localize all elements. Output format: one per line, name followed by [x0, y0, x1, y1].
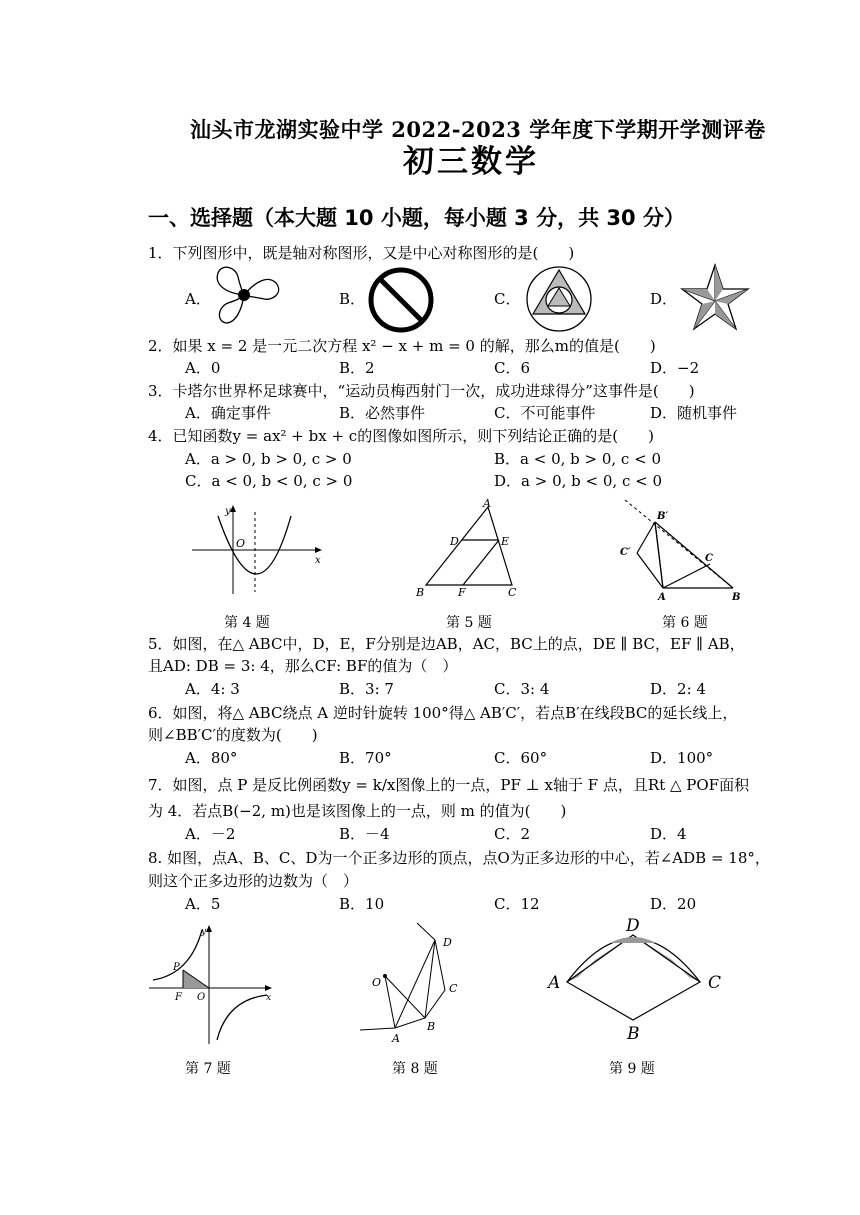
- q3-option-a: A．确定事件: [185, 404, 271, 422]
- caption-q9: 第 9 题: [609, 1061, 655, 1077]
- q3-option-d: D．随机事件: [650, 404, 738, 422]
- caption-q5: 第 5 题: [446, 615, 492, 631]
- school-title: 汕头市龙湖实验中学 2022-2023 学年度下学期开学测评卷: [190, 117, 766, 142]
- fig6-label-a: A: [658, 592, 666, 603]
- q8-stem-line1: 8. 如图，点A、B、C、D为一个正多边形的顶点，点O为正多边形的中心，若∠ADB = 18°，: [148, 849, 770, 867]
- fig4-label-x: x: [315, 555, 321, 566]
- fig7-hyperbola: [145, 922, 275, 1047]
- q6-option-a: A．80°: [185, 749, 238, 767]
- q4-option-c: C．a < 0, b < 0, c > 0: [185, 472, 353, 490]
- fig5-label-f: F: [458, 586, 466, 599]
- q4-option-a: A．a > 0, b > 0, c > 0: [185, 450, 352, 468]
- q7-option-c: C．2: [494, 825, 531, 843]
- q6-option-c: C．60°: [494, 749, 548, 767]
- q7-stem-line1: 7．如图，点 P 是反比例函数y = k/x图像上的一点，PF ⊥ x轴于 F 点，且Rt △ POF面积: [148, 776, 750, 794]
- fig9-label-d: D: [626, 916, 640, 936]
- fig8-label-c: C: [449, 982, 458, 995]
- fig5-label-e: E: [501, 535, 510, 548]
- fig9-label-c: C: [708, 973, 722, 993]
- fig8-label-d: D: [443, 936, 452, 949]
- fig8-label-b: B: [427, 1020, 436, 1033]
- fig8-label-o: O: [372, 976, 382, 989]
- fig5-label-d: D: [450, 535, 459, 548]
- q8-stem-line2: 则这个正多边形的边数为（ ）: [148, 872, 359, 890]
- q6-option-d: D．100°: [650, 749, 714, 767]
- q7-stem-line2: 为 4．若点B(−2, m)也是该图像上的一点，则 m 的值为( ): [148, 802, 567, 820]
- fig7-label-y: y: [201, 927, 207, 937]
- q8-option-c: C．12: [494, 895, 540, 913]
- fig7-label-p: P: [173, 962, 180, 973]
- q4-option-d: D．a > 0, b < 0, c < 0: [494, 472, 662, 490]
- no-sign-figure: [366, 265, 436, 335]
- fig7-label-o: O: [197, 992, 206, 1003]
- q3-stem: 3．卡塔尔世界杯足球赛中，“运动员梅西射门一次，成功进球得分”这事件是( ): [148, 382, 695, 400]
- q1-option-d: D．: [650, 290, 678, 308]
- fig6-label-b-prime: B′: [657, 511, 669, 522]
- fig6-label-c: C: [705, 553, 713, 564]
- q5-option-a: A．4: 3: [185, 680, 240, 698]
- fig9-label-a: A: [548, 973, 561, 993]
- q6-stem-line1: 6．如图，将△ ABC绕点 A 逆时针旋转 100°得△ AB′C′，若点B′在线段BC的延长线上，: [148, 704, 738, 722]
- caption-q7: 第 7 题: [185, 1061, 231, 1077]
- fig4-label-o: O: [236, 537, 246, 550]
- q2-option-d: D．−2: [650, 359, 700, 377]
- fan-figure: [206, 263, 286, 333]
- q8-option-d: D．20: [650, 895, 697, 913]
- q5-option-b: B．3: 7: [339, 680, 394, 698]
- q4-stem: 4．已知函数y = ax² + bx + c的图像如图所示，则下列结论正确的是( ): [148, 427, 654, 445]
- q1-option-b: B．: [339, 290, 366, 308]
- q5-stem-line2: 且AD: DB = 3: 4，那么CF: BF的值为（ ）: [148, 657, 458, 675]
- caption-q4: 第 4 题: [224, 615, 270, 631]
- caption-q6: 第 6 题: [662, 615, 708, 631]
- fig5-label-a: A: [483, 497, 491, 510]
- q1-option-a: A．: [185, 290, 211, 308]
- q2-option-c: C．6: [494, 359, 531, 377]
- q5-option-c: C．3: 4: [494, 680, 550, 698]
- fig7-label-f: F: [175, 992, 182, 1003]
- q8-option-a: A．5: [185, 895, 221, 913]
- fig7-label-x: x: [266, 993, 272, 1003]
- q5-option-d: D．2: 4: [650, 680, 706, 698]
- fig9-label-b: B: [627, 1024, 640, 1044]
- q3-option-c: C．不可能事件: [494, 404, 596, 422]
- fig4-label-y: y: [225, 506, 231, 517]
- fig6-label-c-prime: C′: [620, 547, 631, 558]
- q3-option-b: B．必然事件: [339, 404, 426, 422]
- subject-title: 初三数学: [403, 144, 539, 180]
- q4-option-b: B．a < 0, b > 0, c < 0: [494, 450, 661, 468]
- q8-option-b: B．10: [339, 895, 385, 913]
- fig6-rotation: [615, 497, 750, 605]
- caption-q8: 第 8 题: [392, 1061, 438, 1077]
- q1-option-c: C．: [494, 290, 521, 308]
- fig5-triangle: [410, 497, 530, 602]
- fig5-label-b: B: [416, 586, 425, 599]
- q5-stem-line1: 5．如图，在△ ABC中，D，E，F分别是边AB，AC，BC上的点，DE ∥ BC，EF ∥ AB，: [148, 635, 745, 653]
- section-title: 一、选择题（本大题 10 小题，每小题 3 分，共 30 分）: [148, 206, 685, 230]
- fig8-label-a: A: [392, 1032, 400, 1045]
- q7-option-d: D．4: [650, 825, 687, 843]
- q6-option-b: B．70°: [339, 749, 392, 767]
- fig9-rhombus: [540, 915, 730, 1045]
- q2-option-b: B．2: [339, 359, 375, 377]
- q1-stem: 1．下列图形中，既是轴对称图形，又是中心对称图形的是( ): [148, 244, 575, 262]
- q6-stem-line2: 则∠BB′C′的度数为( ): [148, 726, 318, 744]
- fig5-label-c: C: [508, 586, 517, 599]
- fig4-parabola: [188, 502, 328, 597]
- circle-triangle-figure: [524, 264, 594, 334]
- q2-stem: 2．如果 x = 2 是一元二次方程 x² − x + m = 0 的解，那么m的值是( ): [148, 337, 656, 355]
- fig6-label-b: B: [732, 592, 741, 603]
- q7-option-a: A．－2: [185, 825, 236, 843]
- q7-option-b: B．－4: [339, 825, 390, 843]
- star-figure: [680, 263, 750, 333]
- q2-option-a: A．0: [185, 359, 221, 377]
- fig8-polygon: [355, 918, 470, 1048]
